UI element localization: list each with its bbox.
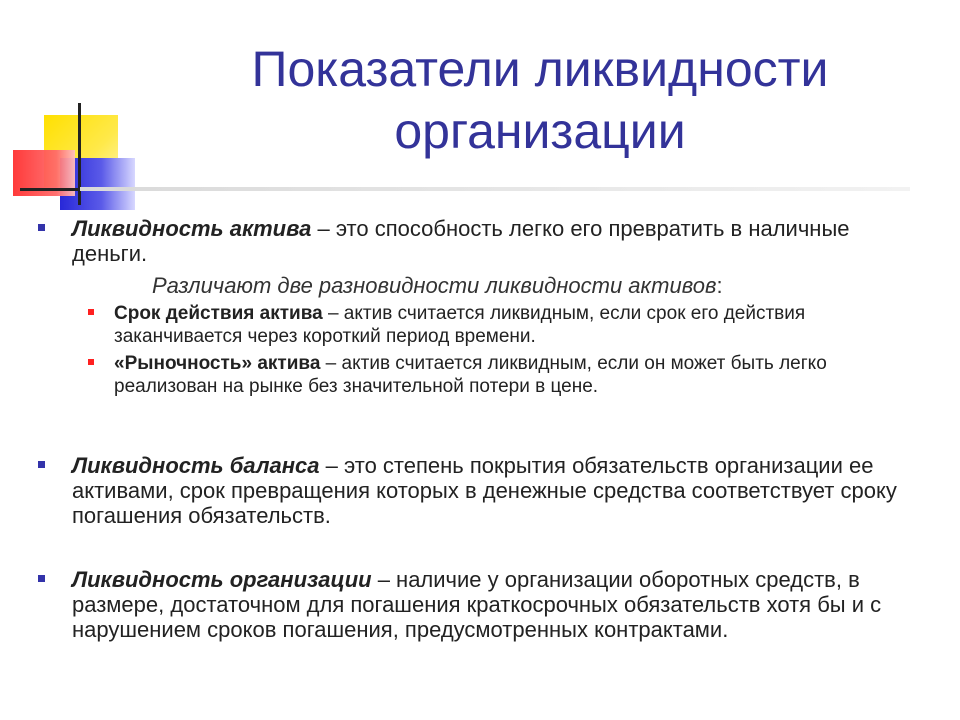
varieties-line [152,273,723,299]
subbullet-term [114,302,904,348]
varieties-colon: : [716,273,723,298]
subbullet-marker [88,309,94,315]
subbullet-text: – актив считается ликвидным, если он может быть легко реализован на рынке без значительной потери в цене. [114,353,827,397]
bullet-marker [38,461,45,468]
bullet-head: Ликвидность организации [72,567,372,592]
bullet-head: Ликвидность актива [72,216,312,241]
slide-title: Показатели ликвидности организации [251,41,829,159]
subbullet-head: Срок действия актива [114,303,323,324]
bullet-text: – наличие у организации оборотных средств, в размере, достаточном для погашения краткосрочных обязательств хотя бы и с нарушением сроков погашения, предусмотренных контрактами. [72,567,882,642]
subbullet-marker [88,359,94,365]
bullet-text: – это способность легко его превратить в наличные деньги. [72,216,850,266]
bullet-marker [38,224,45,231]
bullet-head: Ликвидность баланса [72,453,320,478]
bullet-organization-liquidity [72,567,912,642]
bullet-asset-liquidity [72,216,912,266]
bullet-balance-liquidity [72,453,912,528]
subbullet-text: – актив считается ликвидным, если срок его действия заканчивается через короткий период времени. [114,303,806,347]
bullet-text: – это степень покрытия обязательств организации ее активами, срок превращения которых в денежные средства соответствует сроку погашения обязательств. [72,453,897,528]
subbullet-head: «Рыночность» актива [114,353,321,374]
subbullet-marketability [114,352,914,398]
bullet-marker [38,575,45,582]
varieties-text: Различают две разновидности ликвидности активов [152,273,717,298]
